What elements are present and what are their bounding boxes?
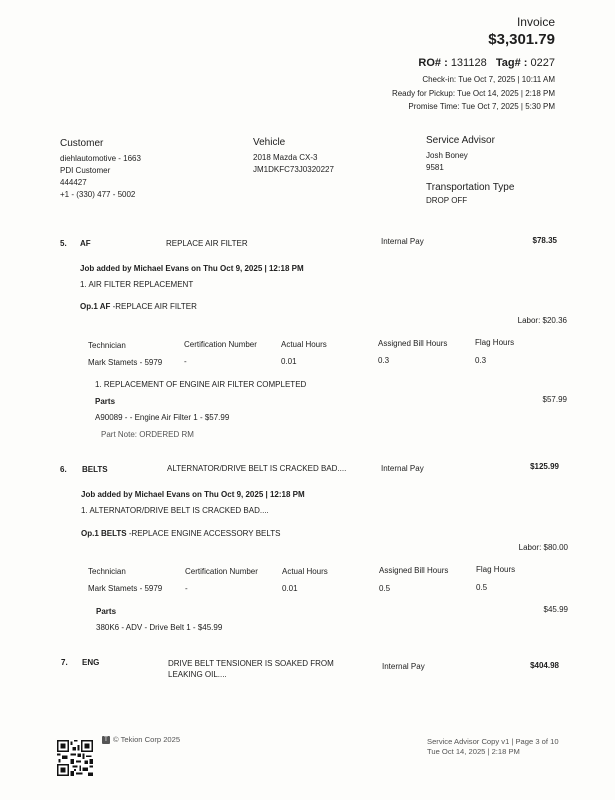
- qr-code: [57, 740, 93, 776]
- cell-bill-hours: 0.3: [378, 356, 390, 365]
- date-block: [392, 73, 555, 114]
- ro-number: 131128: [450, 57, 487, 69]
- col-flag-hours: Flag Hours: [476, 565, 516, 574]
- customer-account: diehlautomotive - 1663: [60, 154, 141, 163]
- customer-heading: Customer: [60, 138, 104, 149]
- customer-block: [60, 153, 141, 201]
- parts-label: Parts: [96, 607, 117, 616]
- ro-label: RO#: [418, 57, 442, 69]
- tag-label: Tag#: [495, 57, 521, 69]
- job-added-by: Job added by Michael Evans on Thu Oct 9, 2025 | 12:18 PM: [80, 264, 304, 273]
- operation-line: [81, 529, 280, 538]
- op-code: Op.1 AF: [80, 302, 111, 311]
- job-title: [168, 658, 334, 680]
- job-number: 6.: [60, 465, 67, 474]
- job-title: ALTERNATOR/DRIVE BELT IS CRACKED BAD....: [167, 464, 347, 473]
- advisor-block: [426, 150, 468, 174]
- labor-amount: Labor: $20.36: [517, 316, 567, 325]
- transport-heading: Transportation Type: [426, 182, 515, 193]
- part-note: Part Note: ORDERED RM: [101, 430, 194, 439]
- cell-technician: Mark Stamets - 5979: [88, 584, 163, 593]
- job-number: 7.: [61, 658, 68, 667]
- job-pay-type: Internal Pay: [381, 237, 424, 246]
- footer-page-info: [427, 737, 559, 757]
- part-line: A90089 - - Engine Air Filter 1 - $57.99: [95, 413, 230, 422]
- parts-total: $57.99: [542, 395, 567, 404]
- tekion-logo-icon: T: [102, 736, 110, 744]
- cell-certification: -: [185, 584, 188, 593]
- cell-flag-hours: 0.3: [475, 356, 487, 365]
- copy-version: Service Advisor Copy v1 | Page 3 of 10: [427, 737, 559, 746]
- invoice-total: $3,301.79: [488, 31, 555, 48]
- job-added-by: Job added by Michael Evans on Thu Oct 9, 2025 | 12:18 PM: [81, 490, 305, 499]
- cell-certification: -: [184, 357, 187, 366]
- ro-tag-line: RO# : 131128 Tag# : 0227: [418, 57, 555, 69]
- vehicle-block: [253, 152, 334, 176]
- cell-technician: Mark Stamets - 5979: [88, 358, 163, 367]
- job-concern: 1. AIR FILTER REPLACEMENT: [80, 280, 194, 289]
- col-bill-hours: Assigned Bill Hours: [378, 339, 448, 348]
- customer-phone: +1 - (330) 477 - 5002: [60, 190, 136, 199]
- job-amount: $78.35: [532, 236, 557, 245]
- cell-flag-hours: 0.5: [476, 583, 488, 592]
- col-actual-hours: Actual Hours: [281, 340, 327, 349]
- job-correction: 1. REPLACEMENT OF ENGINE AIR FILTER COMPLETED: [95, 380, 307, 389]
- invoice-title: Invoice: [516, 15, 555, 29]
- col-technician: Technician: [88, 567, 126, 576]
- parts-label: Parts: [95, 397, 116, 406]
- job-title-line: DRIVE BELT TENSIONER IS SOAKED FROM: [168, 659, 334, 668]
- transport-value: DROP OFF: [426, 196, 468, 205]
- col-technician: Technician: [88, 341, 126, 350]
- customer-type: PDI Customer: [60, 166, 111, 175]
- advisor-heading: Service Advisor: [426, 135, 495, 146]
- job-pay-type: Internal Pay: [382, 662, 425, 671]
- customer-number: 444427: [60, 178, 87, 187]
- col-certification: Certification Number: [184, 340, 257, 349]
- vehicle-heading: Vehicle: [253, 137, 286, 148]
- operation-line: [80, 302, 197, 311]
- job-code: BELTS: [82, 465, 108, 474]
- print-date: Tue Oct 14, 2025 | 2:18 PM: [427, 747, 520, 756]
- op-code: Op.1 BELTS: [81, 529, 127, 538]
- labor-amount: Labor: $80.00: [518, 543, 568, 552]
- advisor-id: 9581: [426, 163, 444, 172]
- promise-time: Promise Time: Tue Oct 7, 2025 | 5:30 PM: [408, 102, 555, 111]
- copyright: [102, 735, 180, 744]
- col-bill-hours: Assigned Bill Hours: [379, 566, 449, 575]
- job-code: ENG: [82, 658, 100, 667]
- cell-actual-hours: 0.01: [282, 584, 298, 593]
- vehicle-model: 2018 Mazda CX-3: [253, 153, 318, 162]
- job-pay-type: Internal Pay: [381, 464, 424, 473]
- job-number: 5.: [60, 239, 67, 248]
- job-title: REPLACE AIR FILTER: [166, 239, 248, 248]
- vehicle-vin: JM1DKFC73J0320227: [253, 165, 334, 174]
- tag-number: 0227: [530, 57, 555, 69]
- job-title-line: LEAKING OIL....: [168, 670, 227, 679]
- part-line: 380K6 - ADV - Drive Belt 1 - $45.99: [96, 623, 223, 632]
- cell-actual-hours: 0.01: [281, 357, 297, 366]
- parts-total: $45.99: [543, 605, 568, 614]
- checkin-time: Check-in: Tue Oct 7, 2025 | 10:11 AM: [422, 75, 555, 84]
- job-concern: 1. ALTERNATOR/DRIVE BELT IS CRACKED BAD....: [81, 506, 269, 515]
- ready-time: Ready for Pickup: Tue Oct 14, 2025 | 2:18 PM: [391, 88, 555, 98]
- cell-bill-hours: 0.5: [379, 584, 391, 593]
- copyright-text: © Tekion Corp 2025: [113, 735, 181, 744]
- op-description: -REPLACE ENGINE ACCESSORY BELTS: [126, 529, 281, 538]
- col-flag-hours: Flag Hours: [475, 338, 515, 347]
- op-description: -REPLACE AIR FILTER: [110, 302, 197, 311]
- job-amount: $404.98: [530, 661, 559, 670]
- job-amount: $125.99: [530, 462, 559, 471]
- col-certification: Certification Number: [185, 567, 258, 576]
- col-actual-hours: Actual Hours: [282, 567, 328, 576]
- advisor-name: Josh Boney: [426, 151, 468, 160]
- job-code: AF: [80, 239, 91, 248]
